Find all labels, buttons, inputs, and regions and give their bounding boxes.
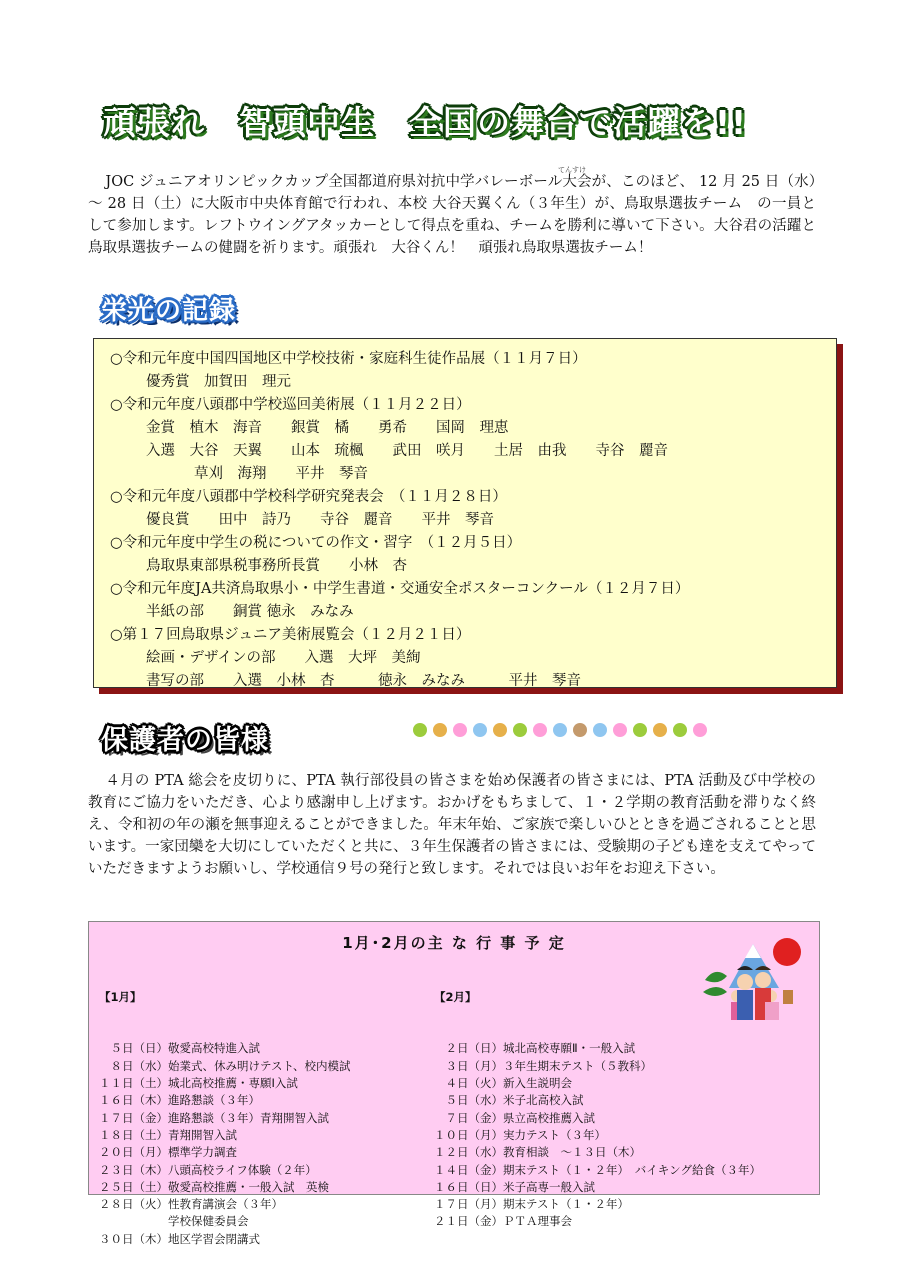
schedule-item: ２３日（木）八頭高校ライフ体験（２年） — [99, 1162, 317, 1177]
guardians-title: 保護者の皆様 — [101, 725, 269, 756]
schedule-item: ２５日（土）敬愛高校推薦・一般入試 英検 — [99, 1179, 329, 1194]
decorative-dot — [453, 723, 467, 737]
decorative-dot — [433, 723, 447, 737]
decorative-dot — [673, 723, 687, 737]
schedule-item: ２１日（金）ＰＴＡ理事会 — [434, 1214, 572, 1229]
decorative-dot — [473, 723, 487, 737]
awards-title: 栄光の記録 — [101, 296, 237, 326]
award-line: ○令和元年度JA共済鳥取県小・中学生書道・交通安全ポスターコンクール（１２月７日） — [110, 581, 690, 597]
schedule-item: １８日（土）青翔開智入試 — [99, 1127, 237, 1142]
schedule-item: １７日（金）進路懇談（３年）青翔開智入試 — [99, 1110, 329, 1125]
decorative-dot — [693, 723, 707, 737]
award-line: 入選 大谷 天翼 山本 琉楓 武田 咲月 土居 由我 寺谷 麗音 — [146, 443, 668, 459]
award-line: 優良賞 田中 詩乃 寺谷 麗音 平井 琴音 — [146, 512, 494, 528]
award-line: ○令和元年度中学生の税についての作文・習字 （１２月５日） — [110, 535, 522, 551]
name-ruby: てんすけ — [558, 166, 586, 174]
award-line: ○令和元年度八頭郡中学校巡回美術展（１１月２２日） — [110, 397, 471, 413]
award-line: 優秀賞 加賀田 理元 — [146, 374, 291, 390]
decorative-dots — [413, 723, 723, 739]
award-line: 草刈 海翔 平井 琴音 — [194, 466, 368, 482]
headline — [103, 97, 747, 144]
schedule-item: ４日（火）新入生説明会 — [434, 1076, 572, 1091]
intro-paragraph: JOC ジュニアオリンピックカップ全国都道府県対抗中学バレーボール大会が、このほど、 12 月 25 日（水）～ 28 日（土）に大阪市中央体育館で行われ、本校 大谷天翼くん（３年生）が、鳥取県選抜チーム の一員として参加します。レフトウイングアタッカーとして得点を重ね、チームを勝利に導いて下さい。大谷君の活躍と鳥取県選抜チームの健闘を祈ります。頑張れ 大谷くん！ 頑張れ鳥取県選抜チーム！ — [88, 174, 816, 256]
schedule-item: １１日（土）城北高校推薦・専願Ⅰ入試 — [99, 1076, 298, 1091]
award-line: ○令和元年度八頭郡中学校科学研究発表会 （１１月２８日） — [110, 489, 507, 505]
award-line: ○令和元年度中国四国地区中学校技術・家庭科生徒作品展（１１月７日） — [110, 351, 587, 367]
award-line: 半紙の部 銅賞 徳永 みなみ — [146, 604, 354, 620]
schedule-item: ２８日（火）性教育講演会（３年） — [99, 1197, 283, 1212]
schedule-item: １４日（金）期末テスト（１・２年） バイキング給食（３年） — [434, 1162, 761, 1177]
decorative-dot — [553, 723, 567, 737]
decorative-dot — [573, 723, 587, 737]
schedule-title: 1月･2月の主 な 行 事 予 定 — [342, 934, 566, 952]
award-line: ○第１７回鳥取県ジュニア美術展覧会（１２月２１日） — [110, 627, 471, 643]
award-line: 絵画・デザインの部 入選 大坪 美絢 — [146, 650, 421, 666]
headline-part1: 頑張れ — [103, 103, 205, 142]
new-year-family-illustration — [701, 930, 803, 1022]
award-line: 書写の部 入選 小林 杏 徳永 みなみ 平井 琴音 — [146, 673, 581, 689]
award-line: 鳥取県東部県税事務所長賞 小林 杏 — [146, 558, 407, 574]
guardians-paragraph: ４月の PTA 総会を皮切りに、PTA 執行部役員の皆さまを始め保護者の皆さまには、PTA 活動及び中学校の教育にご協力をいただき、心より感謝申し上げます。おかげをもちまして、１・２学期の教育活動を滞りなく終え、令和初の年の瀬を無事迎えることができました。年末年始、ご家族で楽しいひとときを過ごされることと思います。一家団欒を大切にしていただくと共に、３年生保護者の皆さまには、受験期の子ども達を支えてやっていただきますようお願いし、学校通信９号の発行と致します。それでは良いお年をお迎え下さい。 — [88, 773, 816, 877]
schedule-item: ２０日（月）標準学力調査 — [99, 1145, 237, 1160]
schedule-item: ２日（日）城北高校専願Ⅱ・一般入試 — [434, 1041, 636, 1056]
schedule-item: 学校保健委員会 — [99, 1214, 249, 1229]
january-header: 【1月】 — [99, 989, 142, 1004]
decorative-dot — [613, 723, 627, 737]
schedule-item: １６日（日）米子高専一般入試 — [434, 1179, 595, 1194]
headline-part2: 智頭中生 — [239, 103, 375, 142]
schedule-item: ５日（日）敬愛高校特進入試 — [99, 1041, 260, 1056]
headline-part3: 全国の舞台で活躍を!! — [409, 103, 748, 142]
schedule-item: ８日（水）始業式、休み明けテスト、校内模試 — [99, 1058, 351, 1073]
schedule-item: １２日（水）教育相談 ～１３日（木） — [434, 1145, 641, 1160]
decorative-dot — [413, 723, 427, 737]
schedule-item: １６日（木）進路懇談（３年） — [99, 1093, 260, 1108]
decorative-dot — [653, 723, 667, 737]
schedule-item: ３０日（木）地区学習会閉講式 — [99, 1231, 260, 1246]
schedule-item: ７日（金）県立高校推薦入試 — [434, 1110, 595, 1125]
february-header: 【2月】 — [434, 989, 477, 1004]
decorative-dot — [593, 723, 607, 737]
decorative-dot — [533, 723, 547, 737]
january-column — [99, 954, 351, 1283]
decorative-dot — [493, 723, 507, 737]
schedule-item: １７日（月）期末テスト（１・２年） — [434, 1197, 630, 1212]
decorative-dot — [633, 723, 647, 737]
schedule-item: １０日（月）実力テスト（３年） — [434, 1127, 607, 1142]
awards-box — [93, 338, 837, 688]
schedule-item: ３日（月）３年生期末テスト（５教科） — [434, 1058, 653, 1073]
decorative-dot — [513, 723, 527, 737]
schedule-box — [88, 921, 820, 1246]
schedule-item: ５日（水）米子北高校入試 — [434, 1093, 584, 1108]
award-line: 金賞 植木 海音 銀賞 橘 勇希 国岡 理恵 — [146, 420, 509, 436]
